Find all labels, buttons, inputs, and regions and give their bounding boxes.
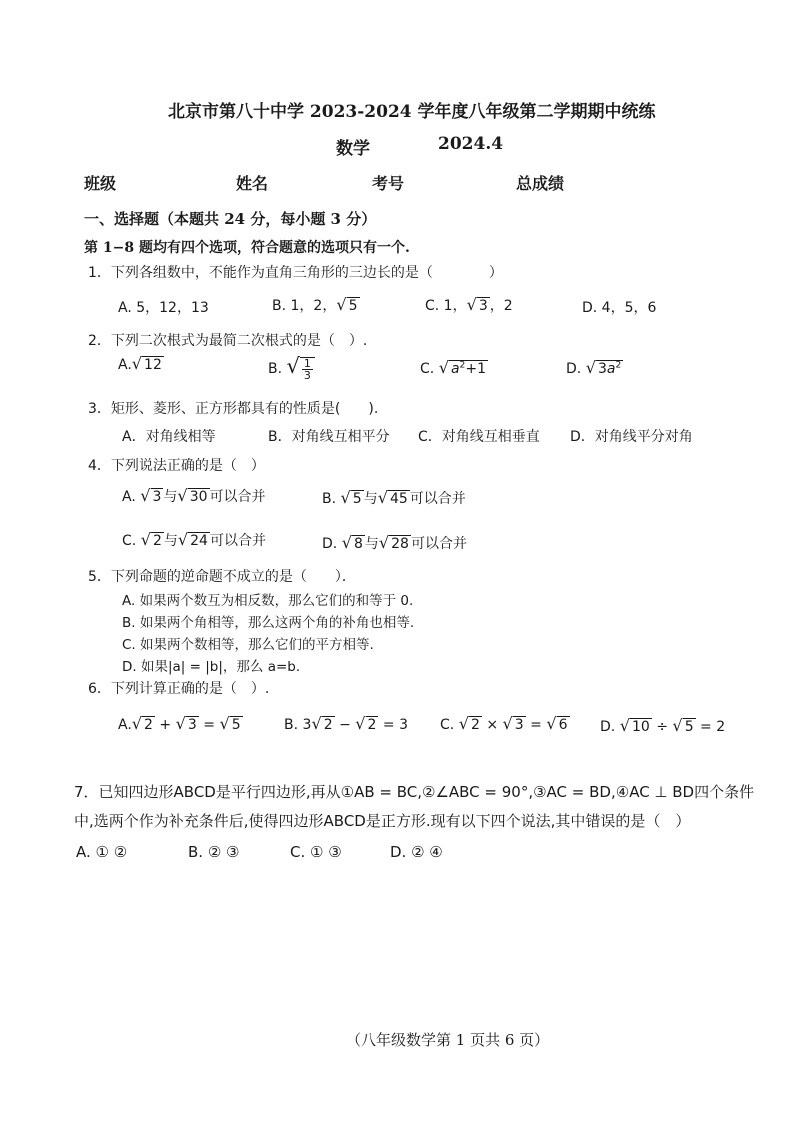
q1-option-c-prefix: C. 1， <box>425 298 467 314</box>
field-class: 班级 <box>84 174 117 193</box>
section-heading: 一、选择题（本题共 24 分，每小题 3 分） <box>84 210 377 228</box>
q4-option-a-radicand-1: 3 <box>152 489 162 505</box>
q1-option-a: A. 5，12，13 <box>118 300 209 316</box>
q1-option-b-radicand: 5 <box>348 298 358 314</box>
q6-option-c-prefix: C. <box>440 717 455 733</box>
q4-option-a-conj: 与 <box>163 489 178 505</box>
q2-option-d <box>566 358 623 377</box>
q5-option-a: A. 如果两个数互为相反数，那么它们的和等于 0. <box>122 593 414 609</box>
q6-option-d: D. √ 10 ÷ √ 5 = 2 <box>600 716 726 735</box>
q4-option-a-tail: 可以合并 <box>209 489 266 505</box>
q7-option-c: C. ① ③ <box>290 843 342 861</box>
q6-option-c: C. √ 2 × √ 3 = √ 6 <box>440 714 568 733</box>
q2-option-d-exponent: 2 <box>615 360 622 371</box>
q1-option-b-radical: √ 5 <box>336 295 358 314</box>
q6-option-c-radicand-1: 2 <box>470 717 480 733</box>
q6-stem: 6．下列计算正确的是（ ）. <box>88 681 270 697</box>
q6-option-a-radicand-3: 5 <box>231 717 241 733</box>
q7-option-a: A. ① ② <box>76 843 128 861</box>
q6-option-c-radical-1: √ 2 <box>458 714 480 733</box>
q2-option-b <box>268 354 315 381</box>
section-instruction: 第 1−8 题均有四个选项，符合题意的选项只有一个. <box>84 240 410 256</box>
q6-option-c-radical-2: √ 3 <box>502 714 524 733</box>
q4-option-b-tail: 可以合并 <box>409 491 466 507</box>
q2-option-c-base: a <box>450 361 460 377</box>
q4-option-d-radicand-2: 28 <box>391 536 409 552</box>
q6-option-b-radicand-2: 2 <box>367 717 377 733</box>
q5-stem: 5．下列命题的逆命题不成立的是（ ）． <box>88 569 356 585</box>
q6-option-a-radical-1: √ 2 <box>131 714 153 733</box>
q6-option-a-radicand-2: 3 <box>187 717 197 733</box>
q4-option-d-radicand-1: 8 <box>353 536 363 552</box>
q6-option-a-radical-3: √ 5 <box>219 714 241 733</box>
q6-option-d-prefix: D. <box>600 719 616 735</box>
q4-option-c-radical-2: √ 24 <box>177 530 208 549</box>
q2-option-a-radical: √ 12 <box>131 354 162 373</box>
q2-option-a <box>118 354 164 373</box>
q4-option-a-radical-1: √ 3 <box>140 486 162 505</box>
q7-option-d: D. ② ④ <box>390 843 443 861</box>
q4-option-b-prefix: B. <box>322 491 337 507</box>
q7-option-b: B. ② ③ <box>188 843 240 861</box>
q2-option-c-tail: +1 <box>465 361 486 377</box>
q2-option-b-prefix: B. <box>268 361 283 377</box>
exam-date: 2024.4 <box>438 134 504 154</box>
q6-option-d-result: 2 <box>716 719 726 735</box>
q3-option-b: B．对角线互相平分 <box>268 429 390 445</box>
q1-option-c-radicand: 3 <box>478 298 488 314</box>
q6-option-d-radicand-2: 5 <box>684 719 694 735</box>
q4-option-c-radicand-2: 24 <box>190 533 208 549</box>
q4-option-c <box>122 530 266 550</box>
q4-option-d-conj: 与 <box>364 536 379 552</box>
q2-option-d-base: a <box>606 361 616 377</box>
q6-option-b-radical-2: √ 2 <box>355 714 377 733</box>
q2-option-d-prefix: D. <box>566 361 582 377</box>
q4-option-d-tail: 可以合并 <box>410 536 467 552</box>
q2-option-b-fraction <box>302 358 313 381</box>
subject-label: 数学 <box>336 139 370 159</box>
q6-option-d-radicand-1: 10 <box>631 719 650 735</box>
q3-option-c: C．对角线互相垂直 <box>418 429 540 445</box>
q6-option-a-prefix: A. <box>118 717 132 733</box>
q4-option-b <box>322 488 466 508</box>
q4-option-d-radical-1: √ 8 <box>341 533 363 552</box>
q4-option-c-radical-1: √ 2 <box>140 530 162 549</box>
q2-option-c-radical: √ $a^2+1$ <box>438 358 486 377</box>
q6-option-c-radical-3: √ 6 <box>546 714 568 733</box>
q6-option-b-prefix: B. <box>284 717 299 733</box>
q7-stem-line-1: 7．已知四边形ABCD是平行四边形,再从①AB = BC,②∠ABC = 90°,③AC = BD,④AC ⊥ BD四个条件 <box>74 783 755 801</box>
q4-option-d-radical-2: √ 28 <box>378 533 409 552</box>
q2-stem: 2．下列二次根式为最简二次根式的是（ ）. <box>88 333 368 349</box>
q6-option-b-radicand-1: 2 <box>323 717 333 733</box>
q2-option-c <box>420 358 488 377</box>
q3-option-d: D．对角线平分对角 <box>570 429 693 445</box>
q1-stem: 1．下列各组数中，不能作为直角三角形的三边长的是（ ） <box>88 265 503 281</box>
q4-option-b-radicand-1: 5 <box>352 491 362 507</box>
q4-option-b-radical-1: √ 5 <box>340 488 362 507</box>
field-total-score: 总成绩 <box>516 174 565 193</box>
q2-option-c-exponent: 2 <box>459 360 466 371</box>
q2-option-d-coefficient: 3 <box>597 361 607 377</box>
q4-option-c-tail: 可以合并 <box>209 533 266 549</box>
q6-option-b-radical-1: √ 2 <box>311 714 333 733</box>
q6-option-a: A.√ 2 + √ 3 = √ 5 <box>118 714 241 733</box>
q5-option-d: D. 如果|a| = |b|，那么 a=b. <box>122 659 301 675</box>
q2-option-d-radical: √ $3a^2$ <box>585 358 622 377</box>
q6-option-c-radicand-2: 3 <box>514 717 524 733</box>
q6-option-a-radical-2: √ 3 <box>175 714 197 733</box>
q6-option-b: B. 3√ 2 − √ 2 = 3 <box>284 714 409 733</box>
q4-option-b-conj: 与 <box>363 491 378 507</box>
q6-option-b-result: 3 <box>399 717 409 733</box>
q4-option-c-conj: 与 <box>163 533 178 549</box>
q3-option-a: A．对角线相等 <box>122 429 216 445</box>
q4-option-b-radicand-2: 45 <box>389 491 408 507</box>
q4-option-a-radical-2: √ 30 <box>177 486 208 505</box>
q2-option-b-radical: √ $\frac{1}{3}$ <box>287 354 315 381</box>
q4-option-a-prefix: A. <box>122 489 136 505</box>
q2-option-a-radicand: 12 <box>144 357 162 373</box>
q5-option-b: B. 如果两个角相等，那么这两个角的补角也相等. <box>122 615 415 631</box>
q1-option-d: D. 4，5，6 <box>582 300 657 316</box>
q1-option-c-suffix: ，2 <box>489 298 513 314</box>
q4-option-d-prefix: D. <box>322 536 338 552</box>
q2-option-b-numerator: 1 <box>303 357 311 370</box>
q6-option-d-radical-2: √ 5 <box>672 716 694 735</box>
q1-option-b <box>272 295 360 315</box>
q1-option-c <box>425 295 513 315</box>
page-footer: （八年级数学第 1 页共 6 页） <box>346 1031 550 1049</box>
q6-option-a-radicand-1: 2 <box>144 717 153 733</box>
q4-stem: 4．下列说法正确的是（ ） <box>88 458 265 474</box>
field-name: 姓名 <box>236 174 269 193</box>
q6-option-b-coefficient: 3 <box>302 717 312 733</box>
q4-option-c-radicand-1: 2 <box>152 533 162 549</box>
q5-option-c: C. 如果两个数相等，那么它们的平方相等. <box>122 637 374 653</box>
q2-option-b-denominator: 3 <box>303 369 311 382</box>
q2-option-c-prefix: C. <box>420 361 435 377</box>
field-exam-number: 考号 <box>372 174 405 193</box>
q6-option-d-radical-1: √ 10 <box>619 716 650 735</box>
q7-stem-line-2: 中,选两个作为补充条件后,使得四边形ABCD是正方形.现有以下四个说法,其中错误的是（ ） <box>74 812 691 830</box>
q3-stem: 3．矩形、菱形、正方形都具有的性质是( ). <box>88 401 379 417</box>
q4-option-d <box>322 533 467 553</box>
q1-option-c-radical: √ 3 <box>466 295 488 314</box>
q4-option-a-radicand-2: 30 <box>189 489 208 505</box>
q1-option-b-prefix: B. 1，2， <box>272 298 337 314</box>
q6-option-c-radicand-3: 6 <box>558 717 568 733</box>
q2-option-a-prefix: A. <box>118 357 132 373</box>
q4-option-a <box>122 486 266 506</box>
q4-option-c-prefix: C. <box>122 533 137 549</box>
page-title: 北京市第八十中学 2023-2024 学年度八年级第二学期期中统练 <box>168 102 656 122</box>
q4-option-b-radical-2: √ 45 <box>377 488 408 507</box>
